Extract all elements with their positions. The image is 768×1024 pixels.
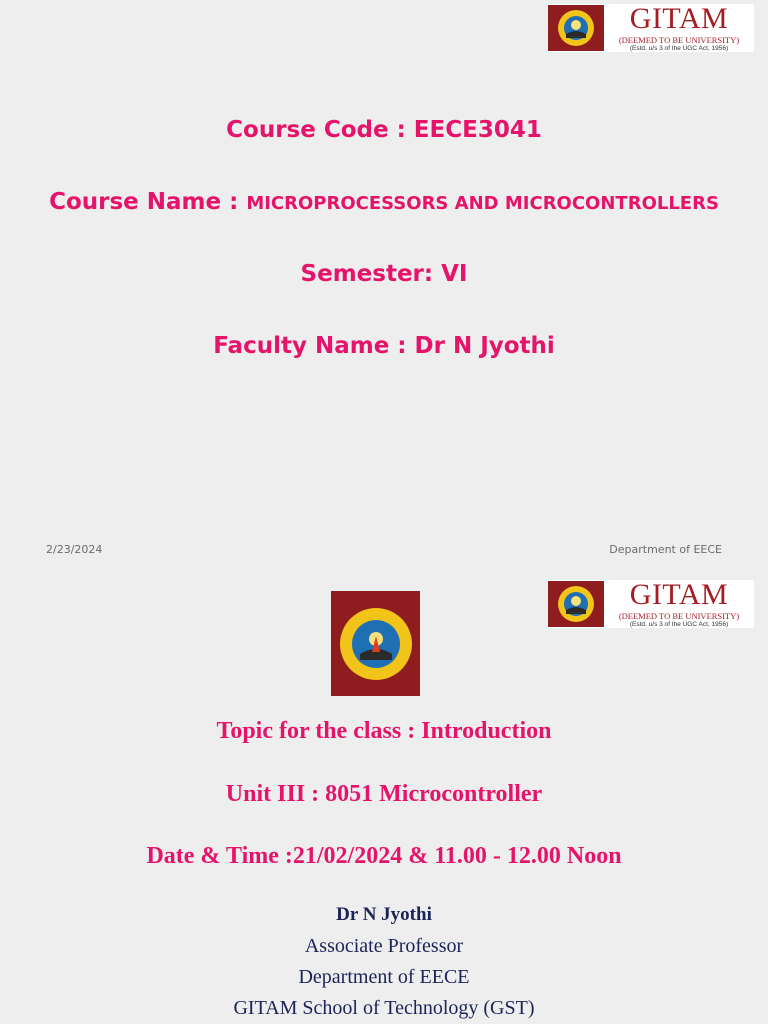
logo-brand-text: GITAM [629, 1, 729, 35]
logo-brand-text: GITAM [629, 577, 729, 611]
faculty-name: Faculty Name : Dr N Jyothi [213, 333, 555, 359]
gitam-seal-icon [331, 591, 420, 696]
semester: Semester: VI [300, 261, 468, 287]
presenter-department: Department of EECE [298, 966, 470, 988]
presenter-school: GITAM School of Technology (GST) [233, 997, 535, 1019]
topic-slide [0, 568, 768, 1024]
gitam-header-logo [548, 577, 754, 628]
gitam-emblem-icon [548, 581, 604, 627]
unit-title: Unit III : 8051 Microcontroller [225, 781, 543, 807]
presenter-designation: Associate Professor [304, 935, 464, 957]
class-datetime: Date & Time :21/02/2024 & 11.00 - 12.00 Noon [146, 843, 622, 869]
logo-established: (Estd. u/s 3 of the UGC Act, 1956) [629, 621, 729, 628]
class-topic: Topic for the class : Introduction [216, 718, 552, 744]
course-code: Course Code : EECE3041 [226, 117, 542, 143]
presenter-name: Dr N Jyothi [336, 904, 432, 925]
course-name-label: Course Name : [49, 189, 247, 215]
logo-subtitle: (DEEMED TO BE UNIVERSITY) [618, 34, 740, 45]
footer-date: 2/23/2024 [46, 543, 103, 556]
logo-subtitle: (DEEMED TO BE UNIVERSITY) [618, 610, 740, 621]
footer-department: Department of EECE [609, 543, 722, 556]
course-name [0, 189, 768, 215]
course-name-value: MICROPROCESSORS AND MICROCONTROLLERS [246, 193, 719, 214]
logo-established: (Estd. u/s 3 of the UGC Act, 1956) [629, 45, 729, 52]
gitam-emblem-icon [548, 5, 604, 51]
gitam-header-logo [548, 1, 754, 52]
